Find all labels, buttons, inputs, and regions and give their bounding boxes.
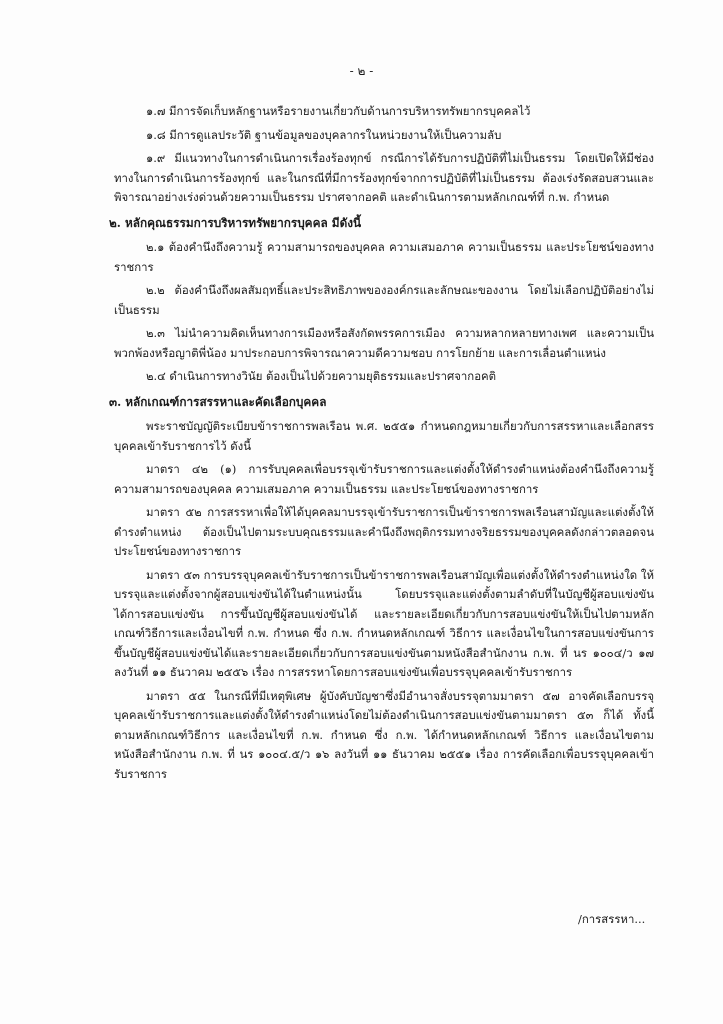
- heading-section-2: ๒. หลักคุณธรรมการบริหารทรัพยากรบุคคล มีดังนี้: [109, 215, 362, 230]
- heading-section-3: ๓. หลักเกณฑ์การสรรหาและคัดเลือกบุคคล: [109, 394, 327, 409]
- paragraph-section-53: มาตรา ๕๓ การบรรจุบุคคลเข้ารับราชการเป็นข้าราชการพลเรือนสามัญเพื่อแต่งตั้งให้ดำรงตำแหน่งใด ให้บรรจุและแต่งตั้งจากผู้สอบแข่งขันได้ในตำแหน่งนั้น โดยบรรจุและแต่งตั้งตามลำดับที่ในบัญชีผู้สอบแข่งขันได้การสอบแข่งขัน การขึ้นบัญชีผู้สอบแข่งขันได้ และรายละเอียดเกี่ยวกับการสอบแข่งขันให้เป็นไปตามหลักเกณฑ์วิธีการและเงื่อนไขที่ ก.พ. กำหนด ซึ่ง ก.พ. กำหนดหลักเกณฑ์ วิธีการ และเงื่อนไขในการสอบแข่งขันการขึ้นบัญชีผู้สอบแข่งขันได้และรายละเอียดเกี่ยวกับการสอบแข่งขันตามหนังสือสำนักงาน ก.พ. ที่ นร ๑๐๐๔/ว ๑๗ ลงวันที่ ๑๑ ธันวาคม ๒๕๕๖ เรื่อง การสรรหาโดยการสอบแข่งขันเพื่อบรรจุบุคคลเข้ารับราชการ: [114, 567, 654, 679]
- paragraph-section-55: มาตรา ๕๕ ในกรณีที่มีเหตุพิเศษ ผู้บังคับบัญชาซึ่งมีอำนาจสั่งบรรจุตามมาตรา ๕๗ อาจคัดเลือกบรรจุบุคคลเข้ารับราชการและแต่งตั้งให้ดำรงตำแหน่งโดยไม่ต้องดำเนินการสอบแข่งขันตามมาตรา ๕๓ ก็ได้ ทั้งนี้ ตามหลักเกณฑ์วิธีการ และเงื่อนไขที่ ก.พ. กำหนด ซึ่ง ก.พ. ได้กำหนดหลักเกณฑ์ วิธีการ และเงื่อนไขตามหนังสือสำนักงาน ก.พ. ที่ นร ๑๐๐๔.๕/ว ๑๖ ลงวันที่ ๑๑ ธันวาคม ๒๕๕๑ เรื่อง การคัดเลือกเพื่อบรรจุบุคคลเข้ารับราชการ: [114, 688, 654, 781]
- paragraph-1-9: ๑.๙ มีแนวทางในการดำเนินการเรื่องร้องทุกข์ กรณีการได้รับการปฏิบัติที่ไม่เป็นธรรม โดยเปิดให้มีช่องทางในการดำเนินการร้องทุกข์ และในกรณีที่มีการร้องทุกข์จากการปฏิบัติที่ไม่เป็นธรรม ต้องเร่งรัดสอบสวนและพิจารณาอย่างเร่งด่วนด้วยความเป็นธรรม ปราศจากอคติ และดำเนินการตามหลักเกณฑ์ที่ ก.พ. กำหนด: [114, 151, 654, 204]
- paragraph-2-1: ๒.๑ ต้องคำนึงถึงความรู้ ความสามารถของบุคคล ความเสมอภาค ความเป็นธรรม และประโยชน์ของทางราชการ: [114, 240, 654, 274]
- paragraph-1-7: ๑.๗ มีการจัดเก็บหลักฐานหรือรายงานเกี่ยวกับด้านการบริหารทรัพยากรบุคคลไว้: [146, 104, 531, 118]
- paragraph-2-4: ๒.๔ ดำเนินการทางวินัย ต้องเป็นไปด้วยความยุติธรรมและปราศจากอคติ: [146, 369, 497, 383]
- paragraph-section-52: มาตรา ๕๒ การสรรหาเพื่อให้ได้บุคคลมาบรรจุเข้ารับราชการเป็นข้าราชการพลเรือนสามัญและแต่งตั้งให้ดำรงตำแหน่ง ต้องเป็นไปตามระบบคุณธรรมและคำนึงถึงพฤติกรรมทางจริยธรรมของบุคคลดังกล่าวตลอดจนประโยชน์ของทางราชการ: [114, 505, 654, 558]
- page-number: - ๒ -: [349, 64, 374, 78]
- document-body: [109, 102, 654, 788]
- paragraph-2-3: ๒.๓ ไม่นำความคิดเห็นทางการเมืองหรือสังกัดพรรคการเมือง ความหลากหลายทางเพศ และความเป็นพวกพ้องหรือญาติพี่น้อง มาประกอบการพิจารณาความดีความชอบ การโยกย้าย และการเลื่อนตำแหน่ง: [114, 326, 654, 360]
- paragraph-1-8: ๑.๘ มีการดูแลประวัติ ฐานข้อมูลของบุคลากรในหน่วยงานให้เป็นความลับ: [146, 127, 502, 142]
- continuation-marker: /การสรรหา...: [578, 912, 646, 926]
- paragraph-2-2: ๒.๒ ต้องคำนึงถึงผลสัมฤทธิ์และประสิทธิภาพขององค์กรและลักษณะของงาน โดยไม่เลือกปฏิบัติอย่างไม่เป็นธรรม: [114, 283, 654, 317]
- paragraph-section-42: มาตรา ๔๒ (๑) การรับบุคคลเพื่อบรรจุเข้ารับราชการและแต่งตั้งให้ดำรงตำแหน่งต้องคำนึงถึงความรู้ความสามารถของบุคคล ความเสมอภาค ความเป็นธรรม และประโยชน์ของทางราชการ: [114, 462, 654, 496]
- paragraph-act-intro: พระราชบัญญัติระเบียบข้าราชการพลเรือน พ.ศ. ๒๕๕๑ กำหนดกฎหมายเกี่ยวกับการสรรหาและเลือกสรรบุคคลเข้ารับราชการไว้ ดังนี้: [114, 419, 654, 453]
